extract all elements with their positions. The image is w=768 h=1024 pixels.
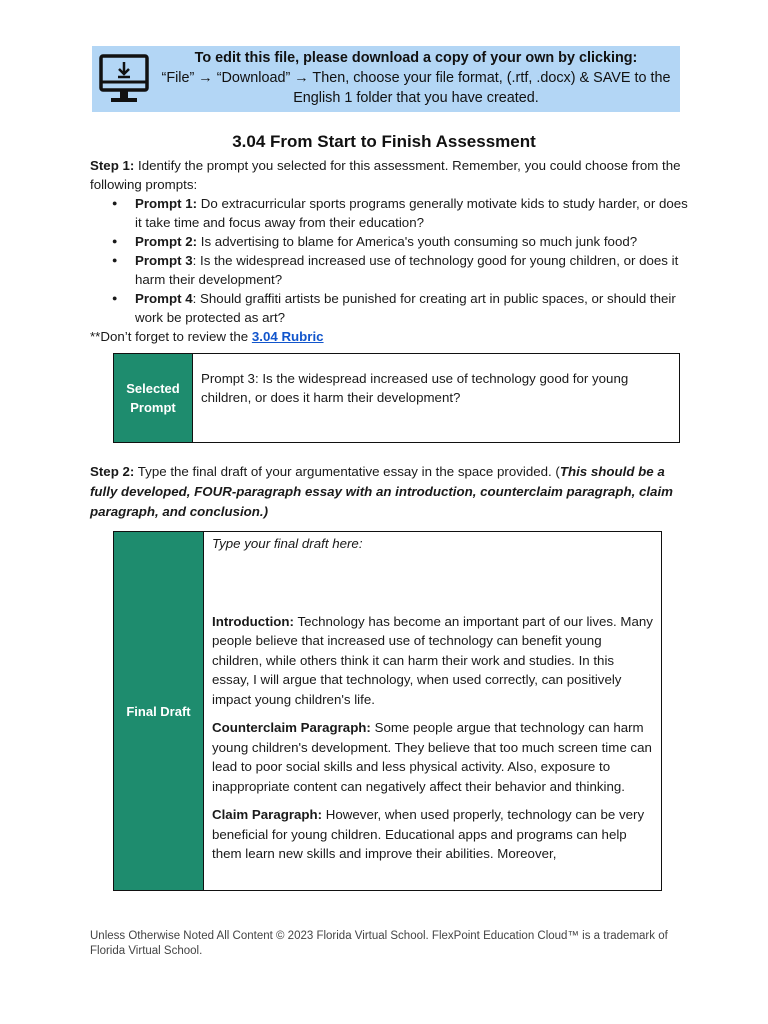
selected-prompt-label: Selected Prompt <box>114 354 193 442</box>
paragraph-heading: Introduction: <box>212 613 294 629</box>
download-monitor-icon <box>98 53 150 107</box>
edit-instructions-banner <box>92 46 680 112</box>
list-item <box>90 232 690 251</box>
draft-placeholder: Type your final draft here: <box>212 536 363 551</box>
prompt-text: : Is the widespread increased use of technology good for young children, or does it harm their development? <box>135 253 679 287</box>
step-1-label: Step 1: <box>90 158 135 173</box>
step-2-section <box>90 462 690 522</box>
step-1-section <box>90 156 690 346</box>
step-2-label: Step 2: <box>90 464 135 479</box>
rubric-link[interactable]: 3.04 Rubric <box>251 329 324 344</box>
paragraph-heading: Counterclaim Paragraph: <box>212 720 371 735</box>
paragraph-heading: Claim Paragraph: <box>212 807 323 822</box>
paragraph-text: Some people argue that technology can harm young children's development. They believe that too much screen time can lead to poor social skills and less physical activity. Also, exposure to inappropriate content can negatively affect their behavior and thinking. <box>212 720 652 794</box>
list-item <box>90 194 690 232</box>
prompt-text: : Should graffiti artists be punished for creating art in public spaces, or should their work be protected as art? <box>135 291 676 325</box>
prompt-name: Prompt 3 <box>135 253 193 268</box>
banner-instructions: “File” → “Download” → Then, choose your file format, (.rtf, .docx) & SAVE to the English 1 folder that you have created. <box>161 70 671 106</box>
prompt-text: Do extracurricular sports programs generally motivate kids to study harder, or does it take time and focus away from their education? <box>135 196 688 230</box>
step-1-instructions <box>90 156 690 194</box>
banner-heading: To edit this file, please download a copy of your own by clicking: <box>194 50 638 66</box>
final-draft-field[interactable] <box>204 532 661 890</box>
final-draft-label: Final Draft <box>114 532 204 890</box>
list-item <box>90 289 690 327</box>
banner-text <box>152 48 680 108</box>
prompt-name: Prompt 1: <box>135 196 198 211</box>
essay-paragraph <box>212 805 653 864</box>
reminder-text: **Don’t forget to review the <box>90 329 252 344</box>
page-title: 3.04 From Start to Finish Assessment <box>232 132 536 151</box>
final-draft-table <box>113 531 662 891</box>
step-2-instructions <box>90 462 690 522</box>
prompt-name: Prompt 4 <box>135 291 193 306</box>
paragraph-text: Technology has become an important part of our lives. Many people believe that increased use of technology can benefit young children, while others think it can harm their work and studies. In this essay, I will argue that technology, when used correctly, can positively impact young children's life. <box>212 613 653 707</box>
prompt-text: Is advertising to blame for America's youth consuming so much junk food? <box>197 234 638 249</box>
selected-prompt-field[interactable]: Prompt 3: Is the widespread increased use of technology good for young children, or does it harm their development? <box>201 371 629 405</box>
essay-paragraph <box>212 718 653 796</box>
list-item <box>90 251 690 289</box>
step-1-text: Identify the prompt you selected for this assessment. Remember, you could choose from the following prompts: <box>90 158 681 192</box>
prompt-name: Prompt 2: <box>135 234 198 249</box>
rubric-reminder <box>90 327 690 346</box>
paragraph-text: However, when used properly, technology can be very beneficial for young children. Educational apps and programs can help them learn new skills and improve their abilities. Moreover, <box>212 807 645 861</box>
selected-prompt-table <box>113 353 680 443</box>
essay-paragraph <box>212 612 653 710</box>
step-2-emphasis: This should be a fully developed, FOUR-paragraph essay with an introduction, counterclaim paragraph, claim paragraph, and conclusion.) <box>90 464 673 519</box>
copyright-footer: Unless Otherwise Noted All Content © 2023 Florida Virtual School. FlexPoint Education Cloud™ is a trademark of Florida Virtual School. <box>90 930 668 957</box>
prompt-list <box>90 194 690 327</box>
step-2-text: Type the final draft of your argumentative essay in the space provided. ( <box>134 464 560 479</box>
